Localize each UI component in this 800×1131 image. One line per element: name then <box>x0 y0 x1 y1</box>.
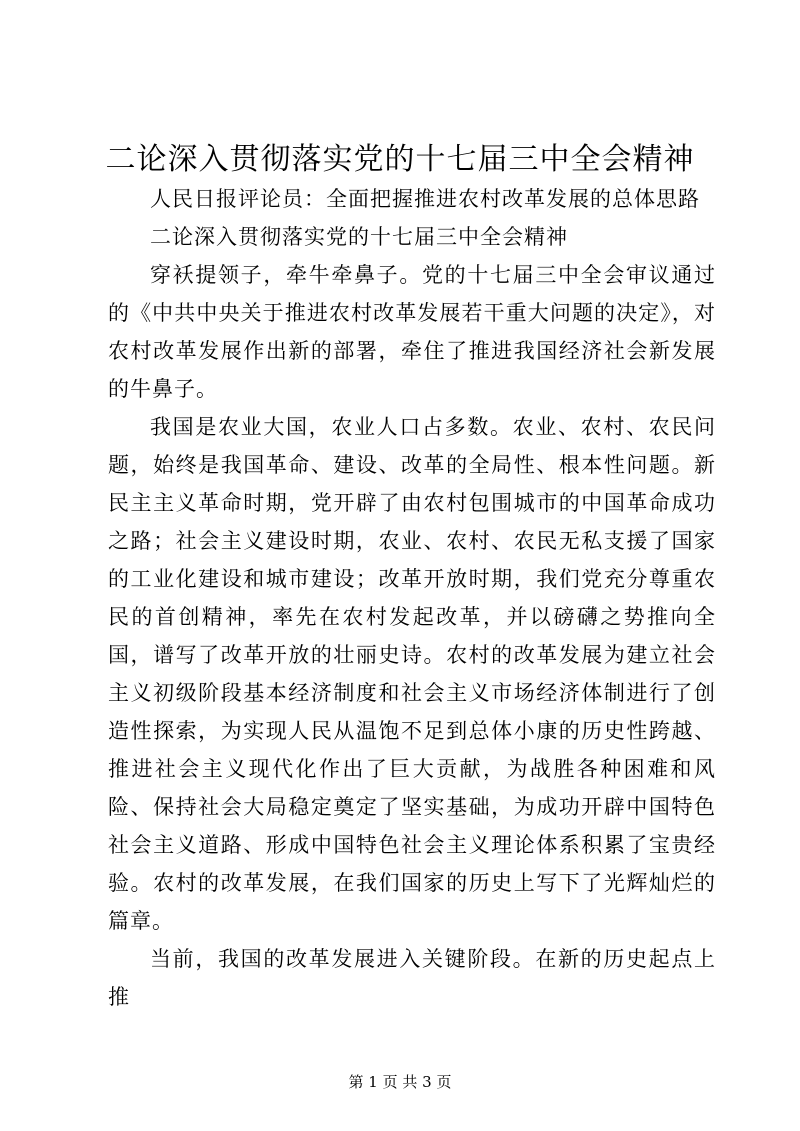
body-paragraph: 穿袄提领子，牵牛牵鼻子。党的十七届三中全会审议通过的《中共中央关于推进农村改革发展若干重大问题的决定》，对农村改革发展作出新的部署，牵住了推进我国经济社会新发展的牛鼻子。 <box>108 263 716 401</box>
document-title: 二论深入贯彻落实党的十七届三中全会精神 <box>105 142 695 177</box>
document-body <box>108 180 716 1016</box>
page-number-footer: 第 1 页 共 3 页 <box>348 1073 452 1091</box>
body-paragraph: 我国是农业大国，农业人口占多数。农业、农村、农民问题，始终是我国革命、建设、改革的全局性、根本性问题。新民主主义革命时期，党开辟了由农村包围城市的中国革命成功之路；社会主义建设时期，农业、农村、农民无私支援了国家的工业化建设和城市建设；改革开放时期，我们党充分尊重农民的首创精神，率先在农村发起改革，并以磅礴之势推向全国，谱写了改革开放的壮丽史诗。农村的改革发展为建立社会主义初级阶段基本经济制度和社会主义市场经济体制进行了创造性探索，为实现人民从温饱不足到总体小康的历史性跨越、推进社会主义现代化作出了巨大贡献，为战胜各种困难和风险、保持社会大局稳定奠定了坚实基础，为成功开辟中国特色社会主义道路、形成中国特色社会主义理论体系积累了宝贵经验。农村的改革发展，在我们国家的历史上写下了光辉灿烂的篇章。 <box>108 415 716 933</box>
subtitle-paragraph: 人民日报评论员：全面把握推进农村改革发展的总体思路 <box>150 187 700 211</box>
body-paragraph: 当前，我国的改革发展进入关键阶段。在新的历史起点上推 <box>108 947 716 1009</box>
series-title-paragraph: 二论深入贯彻落实党的十七届三中全会精神 <box>150 225 568 249</box>
